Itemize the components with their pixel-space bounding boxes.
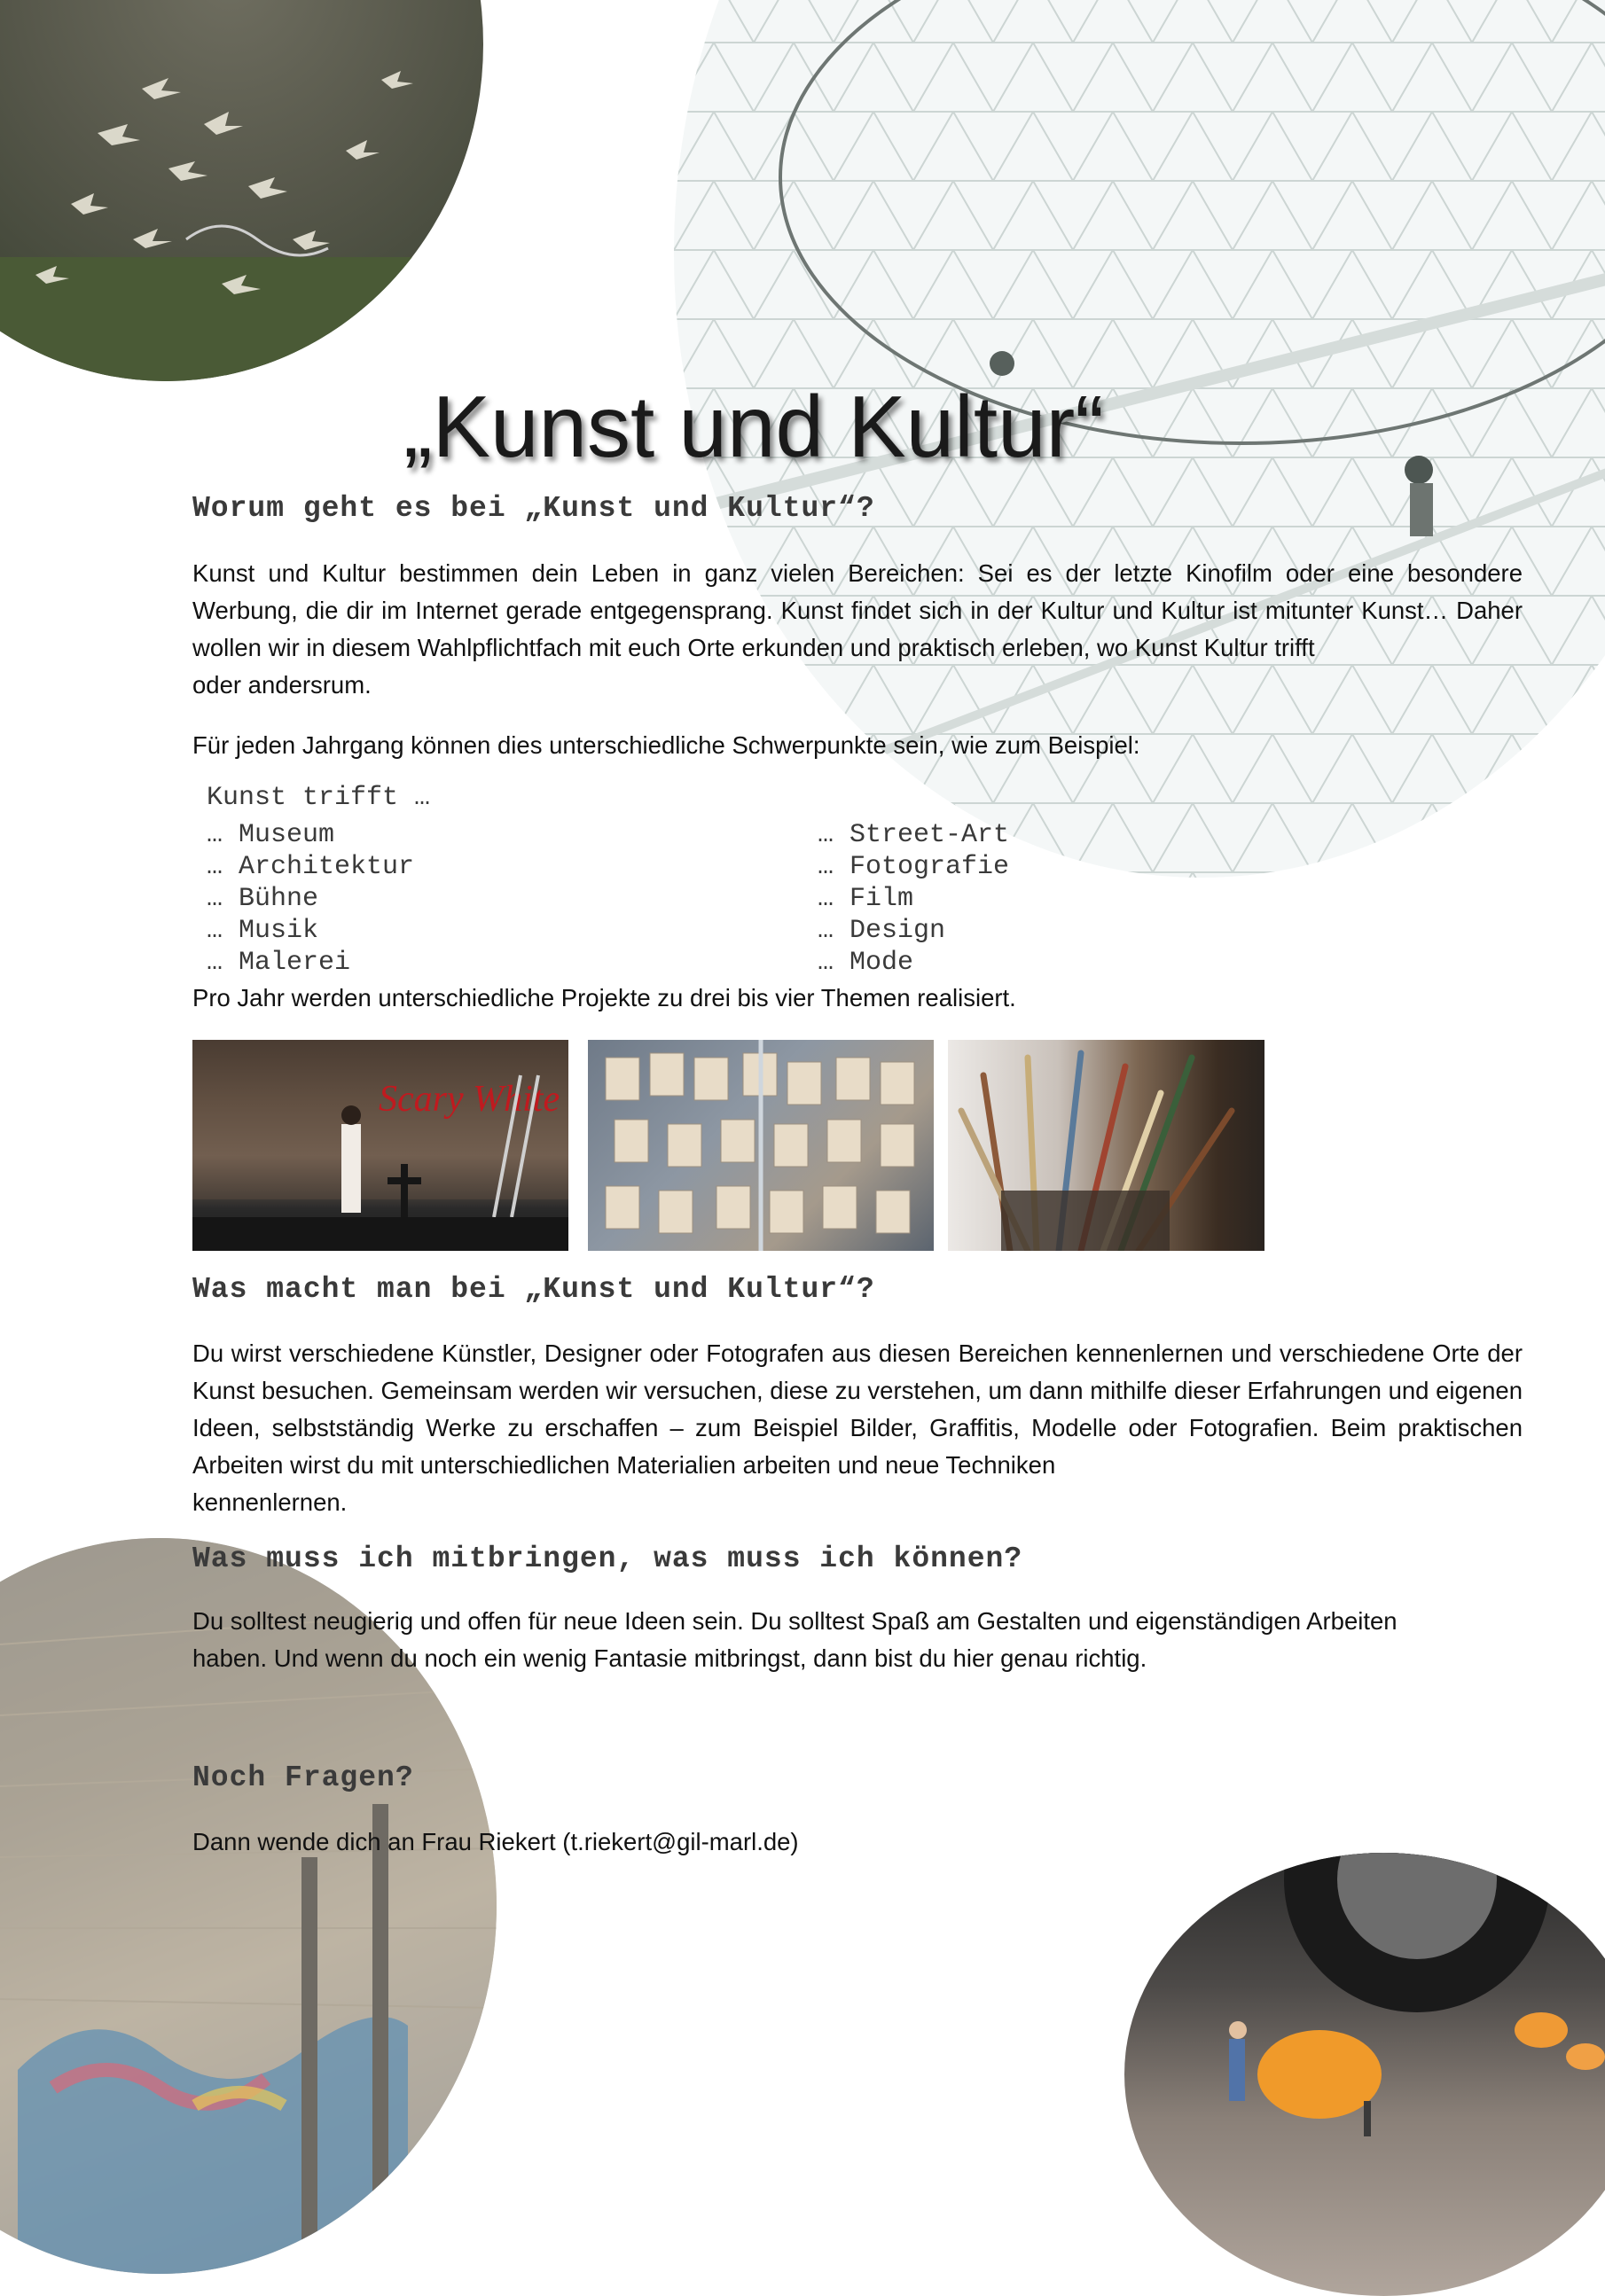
intro-paragraph-last-line: oder andersrum. [192, 671, 372, 699]
section-heading-worum: Worum geht es bei „Kunst und Kultur“? [192, 492, 875, 525]
activities-paragraph-text: Du wirst verschiedene Künstler, Designer oder Fotografen aus diesen Bereichen kennenlernen und verschiedene Orte der Kunst besuchen. Gemeinsam werden wir versuchen, diese zu verstehen, um dann mithilfe dieser Erfahrungen und eigenen Ideen, selbstständig Werke zu erschaffen – zum Beispiel Bilder, Graffitis, Modelle oder Fotografien. Beim praktischen Arbeiten wirst du mit unterschiedlichen Materialien arbeiten und neue Techniken [192, 1339, 1523, 1479]
page-title: „Kunst und Kultur“ [403, 378, 1104, 475]
list-item: … Malerei [207, 948, 351, 978]
list-item: … Film [818, 884, 914, 914]
list-item: … Street-Art [818, 820, 1010, 850]
list-item: … Mode [818, 948, 914, 978]
circle-photo-bird-mural [0, 0, 483, 381]
list-item: … Architektur [207, 852, 415, 882]
list-item: … Museum [207, 820, 335, 850]
activities-paragraph-last-line: kennenlernen. [192, 1488, 348, 1516]
intro-paragraph-text: Kunst und Kultur bestimmen dein Leben in ganz vielen Bereichen: Sei es der letzte Kinofilm oder eine besondere Werbung, die dir im Internet gerade entgegensprang. Kunst findet sich in der Kultur und Kultur ist mitunter Kunst… Daher wollen wir in diesem Wahlpflichtfach mit euch Orte erkunden und praktisch erleben, wo Kunst Kultur trifft [192, 559, 1523, 661]
list-item: … Fotografie [818, 852, 1010, 882]
projects-paragraph: Pro Jahr werden unterschiedliche Projekte zu drei bis vier Themen realisiert. [192, 984, 1016, 1011]
focus-list-right [818, 819, 1009, 979]
photo-portrait-exhibition [588, 1040, 934, 1251]
requirements-paragraph-text: Du solltest neugierig und offen für neue Ideen sein. Du solltest Spaß am Gestalten und eigenständigen Arbeiten [192, 1607, 1398, 1635]
list-item: … Musik [207, 916, 319, 946]
requirements-paragraph [192, 1603, 1523, 1677]
activities-paragraph [192, 1335, 1523, 1521]
section-heading-was-macht-man: Was macht man bei „Kunst und Kultur“? [192, 1273, 875, 1306]
focus-intro-paragraph: Für jeden Jahrgang können dies unterschiedliche Schwerpunkte sein, wie zum Beispiel: [192, 731, 1140, 759]
list-item: … Bühne [207, 884, 319, 914]
photo-paint-brushes [948, 1040, 1264, 1251]
requirements-paragraph-last-line: haben. Und wenn du noch ein wenig Fantasie mitbringst, dann bist du hier genau richtig. [192, 1644, 1147, 1672]
section-heading-mitbringen: Was muss ich mitbringen, was muss ich können? [192, 1542, 1023, 1575]
focus-list-left [207, 819, 414, 979]
photo-stage-scene [192, 1040, 568, 1251]
intro-paragraph [192, 555, 1523, 704]
list-intro: Kunst trifft … [207, 783, 431, 813]
stage-sign-text: Scary White [379, 1079, 560, 1120]
circle-photo-miniature-figures [1124, 1853, 1605, 2296]
list-item: … Design [818, 916, 946, 946]
section-heading-noch-fragen: Noch Fragen? [192, 1761, 414, 1794]
contact-paragraph: Dann wende dich an Frau Riekert (t.riekert@gil-marl.de) [192, 1828, 799, 1855]
